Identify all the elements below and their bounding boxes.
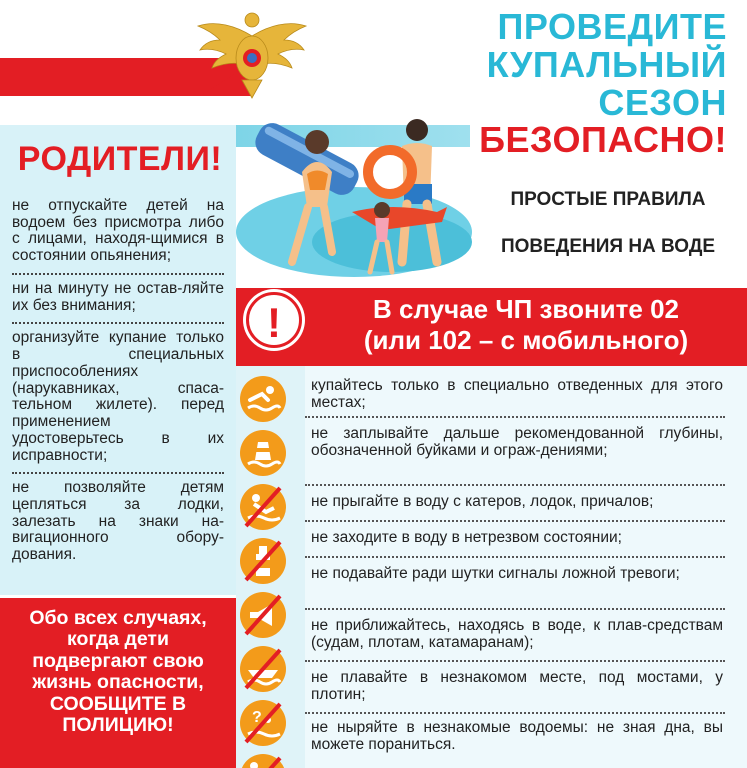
divider (305, 520, 725, 522)
parents-list (12, 198, 224, 572)
svg-text:?: ? (252, 709, 262, 726)
emergency-line-1: В случае ЧП звоните 02 (373, 294, 679, 324)
no-megaphone-icon (240, 592, 286, 638)
emergency-line-2: (или 102 – с мобильного) (363, 324, 689, 355)
no-diving-icon (240, 484, 286, 530)
divider (305, 416, 725, 418)
divider (305, 712, 725, 714)
divider (305, 556, 725, 558)
divider (305, 608, 725, 610)
parents-heading: РОДИТЕЛИ! (17, 140, 223, 178)
divider (305, 660, 725, 662)
rule-item: купайтесь только в специально отведенных для этого местах; (311, 377, 723, 411)
rule-item: не приближайтесь, находясь в воде, к плав-средствам (судам, плотам, катамаранам); (311, 617, 723, 651)
buoy-icon (240, 430, 286, 476)
no-boat-icon (240, 646, 286, 692)
warning-icon: ! (246, 292, 302, 348)
family-beach-illustration (232, 112, 477, 287)
rule-item: не заходите в воду в нетрезвом состоянии; (311, 529, 622, 546)
rule-item: не прыгайте в воду с катеров, лодок, причалов; (311, 493, 654, 510)
rules-heading-line-2: ПОВЕДЕНИЯ НА ВОДЕ (500, 236, 716, 257)
rules-heading-line-1: ПРОСТЫЕ ПРАВИЛА (510, 189, 706, 210)
rule-item: не заплывайте дальше рекомендованной глубины, обозначенной буйками и ограж-дениями; (311, 425, 723, 459)
emergency-text (310, 294, 742, 355)
rules-heading (478, 190, 738, 256)
report-to-police-text: Обо всех случаях, когда дети подвергают свою жизнь опасности, СООБЩИТЕ В ПОЛИЦИЮ! (0, 598, 236, 768)
no-dive-unknown-icon (240, 754, 286, 768)
rule-item: не ныряйте в незнакомые водоемы: не зная дна, вы можете пораниться. (311, 719, 723, 753)
no-unknown-place-icon (240, 700, 286, 746)
rule-item: не подавайте ради шутки сигналы ложной тревоги; (311, 565, 680, 582)
list-item: не позволяйте детям цепляться за лодки, залезать на знаки на-вигационного обору-дования. (12, 479, 224, 564)
no-alcohol-icon (240, 538, 286, 584)
swimmer-icon (240, 376, 286, 422)
title-line-1: ПРОВЕДИТЕ (497, 6, 727, 47)
list-item: не отпускайте детей на водоем без присмотра либо с лицами, находя-щимися в состоянии опьянения; (12, 198, 224, 275)
list-item: ни на минуту не остав-ляйте их без внимания; (12, 275, 224, 324)
divider (305, 484, 725, 486)
police-emblem-icon (196, 6, 308, 104)
list-item: организуйте купание только в специальных приспособлениях (нарукавниках, спаса-тельном жилете). перед применением удостоверьтесь в их исправности; (12, 324, 224, 474)
title-line-2: КУПАЛЬНЫЙ СЕЗОН (486, 43, 727, 123)
rule-item: не плавайте в незнакомом месте, под мостами, у плотин; (311, 669, 723, 703)
title-line-3: БЕЗОПАСНО! (479, 119, 727, 161)
